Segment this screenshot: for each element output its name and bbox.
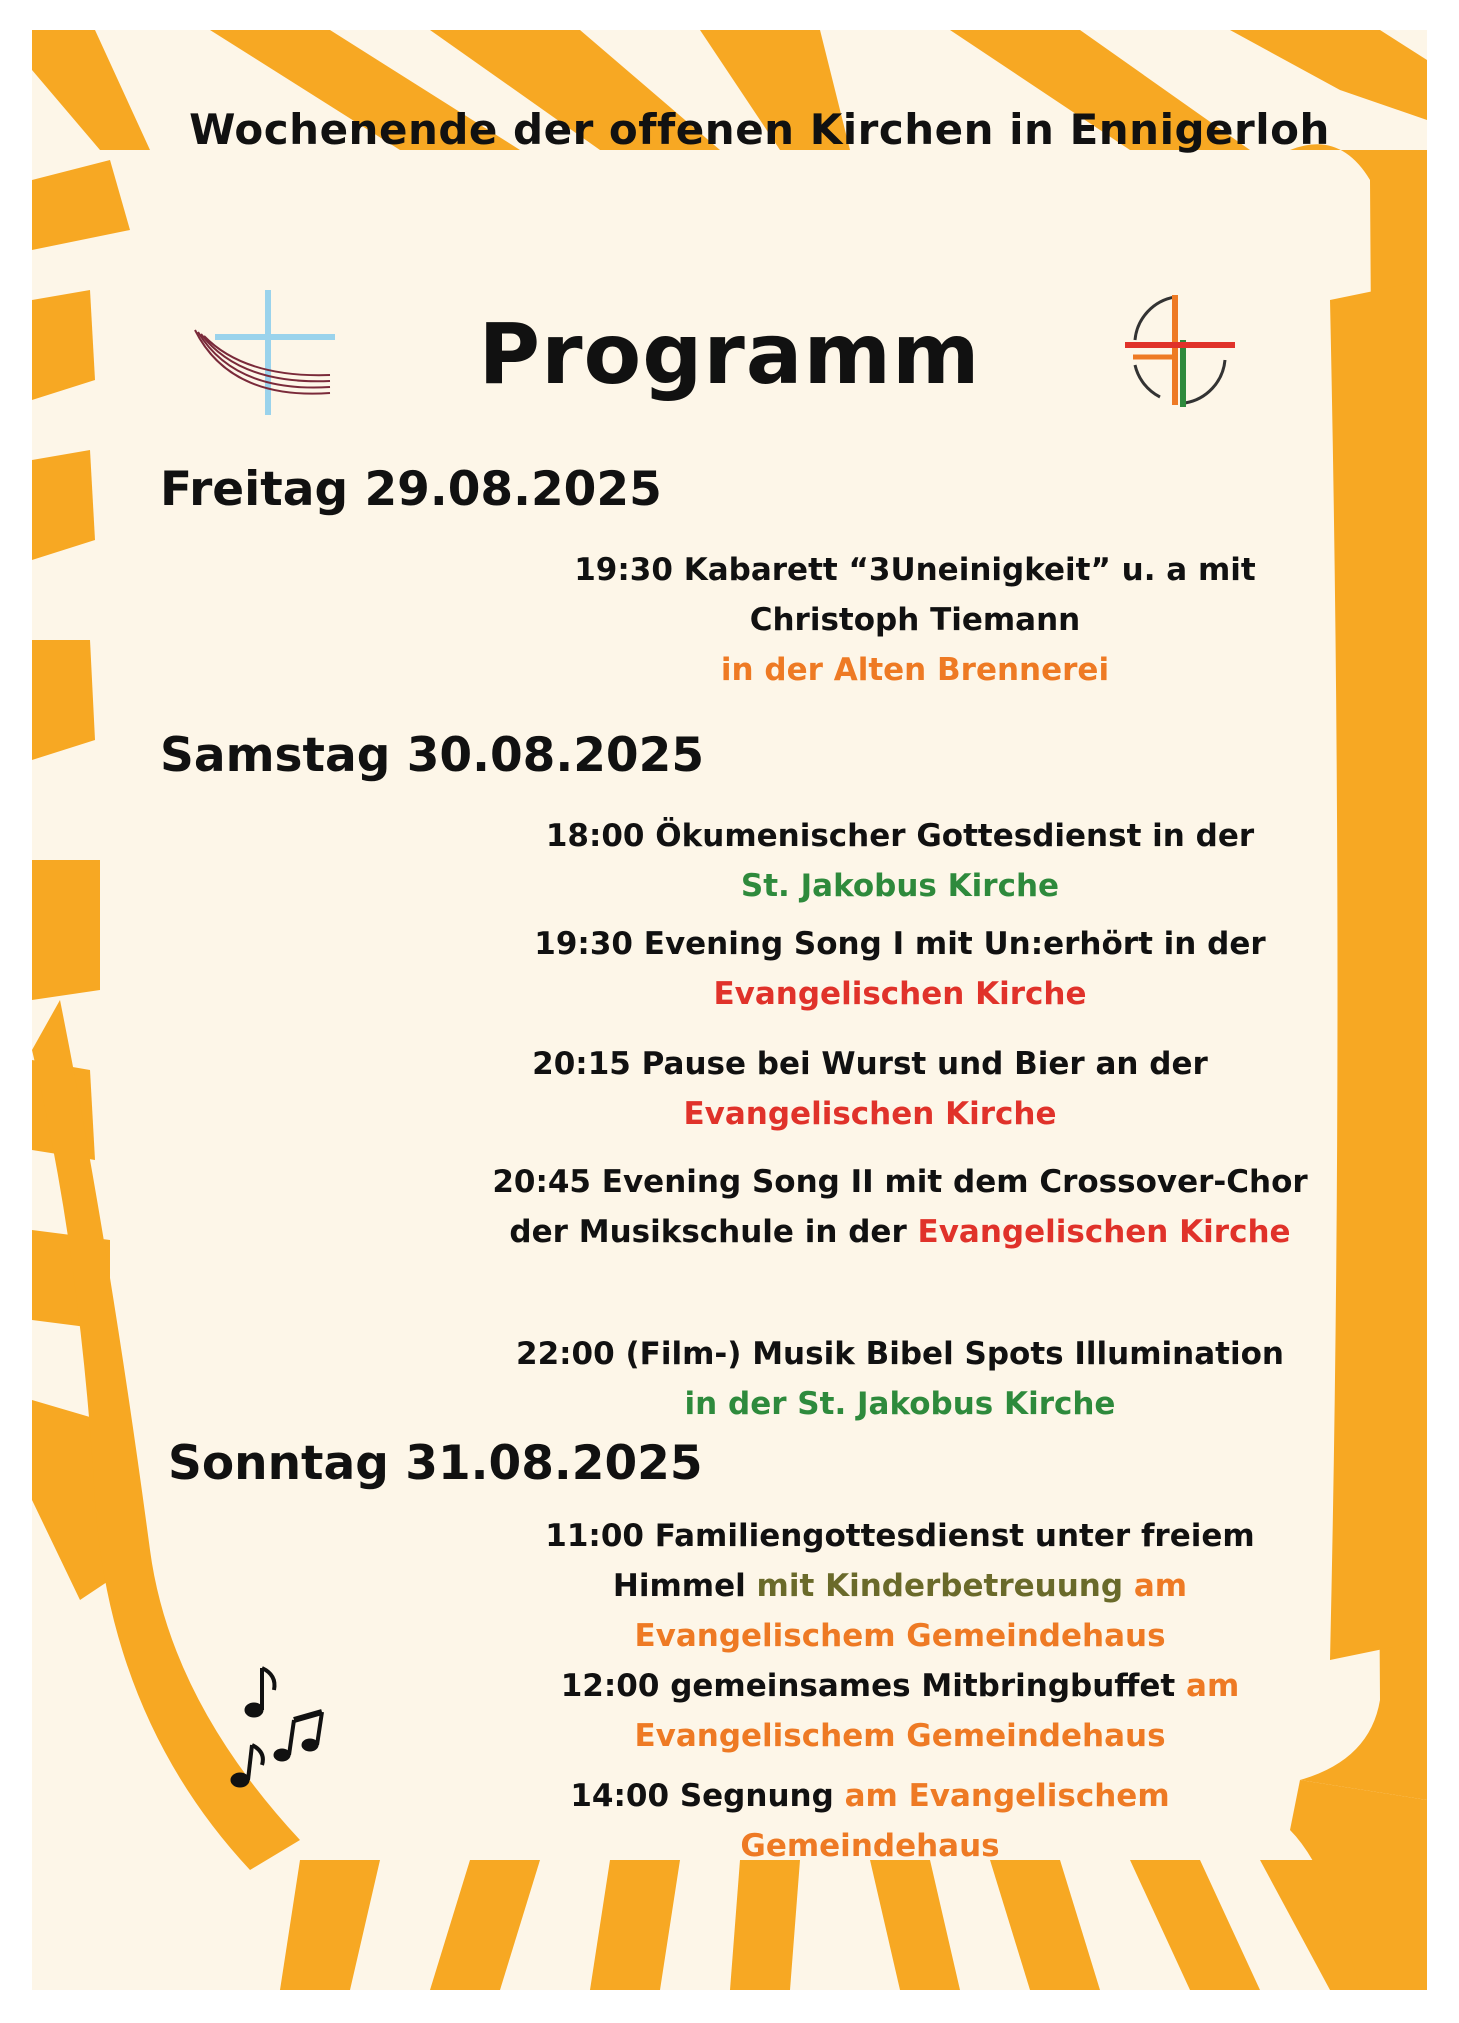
event-sunday-3-line1 xyxy=(440,1778,1300,1814)
flyer-title: Wochenende der offenen Kirchen in Ennigerloh xyxy=(189,105,1330,154)
event-saturday-4-line2-text: der Musikschule in der xyxy=(509,1214,918,1250)
event-sunday-1-line1: 11:00 Familiengottesdienst unter freiem xyxy=(545,1518,1255,1554)
event-saturday-2-location: Evangelischen Kirche xyxy=(713,976,1087,1012)
event-saturday-4-line2 xyxy=(470,1214,1330,1250)
day-heading-saturday: Samstag 30.08.2025 xyxy=(160,728,705,783)
event-friday-1-location: in der Alten Brennerei xyxy=(720,652,1110,688)
event-sunday-3-location: Gemeindehaus xyxy=(740,1828,1000,1864)
event-saturday-1-line1: 18:00 Ökumenischer Gottesdienst in der xyxy=(545,818,1255,854)
event-sunday-1-care: mit Kinderbetreuung xyxy=(756,1568,1134,1604)
event-saturday-4-location: Evangelischen Kirche xyxy=(917,1214,1291,1250)
event-sunday-2-location: Evangelischem Gemeindehaus xyxy=(634,1718,1166,1754)
page-heading: Programm xyxy=(478,305,981,403)
event-sunday-1-line2-text: Himmel xyxy=(612,1568,757,1604)
event-saturday-3-location: Evangelischen Kirche xyxy=(683,1096,1057,1132)
event-friday-1-line2: Christoph Tiemann xyxy=(749,602,1081,638)
event-sunday-3-line1-text: 14:00 Segnung xyxy=(570,1778,845,1814)
event-sunday-2-line1-text: 12:00 gemeinsames Mitbringbuffet xyxy=(560,1668,1187,1704)
day-heading-sunday: Sonntag 31.08.2025 xyxy=(168,1436,703,1491)
event-sunday-2-line1 xyxy=(470,1668,1330,1704)
event-saturday-5-location: in der St. Jakobus Kirche xyxy=(684,1386,1116,1422)
event-friday-1-line1: 19:30 Kabarett “3Uneinigkeit” u. a mit xyxy=(574,552,1256,588)
music-notes-icon xyxy=(222,1660,342,1800)
event-saturday-5-line1: 22:00 (Film-) Musik Bibel Spots Illumination xyxy=(516,1336,1284,1372)
event-saturday-3-line1: 20:15 Pause bei Wurst und Bier an der xyxy=(532,1046,1208,1082)
event-sunday-3-at: am Evangelischem xyxy=(844,1778,1170,1814)
event-saturday-4-line1: 20:45 Evening Song II mit dem Crossover-Chor xyxy=(492,1164,1308,1200)
event-saturday-2-line1: 19:30 Evening Song I mit Un:erhört in der xyxy=(534,926,1266,962)
event-sunday-1-location: Evangelischem Gemeindehaus xyxy=(634,1618,1166,1654)
event-sunday-1-at: am xyxy=(1133,1568,1188,1604)
event-sunday-2-at: am xyxy=(1186,1668,1240,1704)
day-heading-friday: Freitag 29.08.2025 xyxy=(160,462,662,517)
event-saturday-1-location: St. Jakobus Kirche xyxy=(740,868,1060,904)
event-sunday-1-line2 xyxy=(470,1568,1330,1604)
